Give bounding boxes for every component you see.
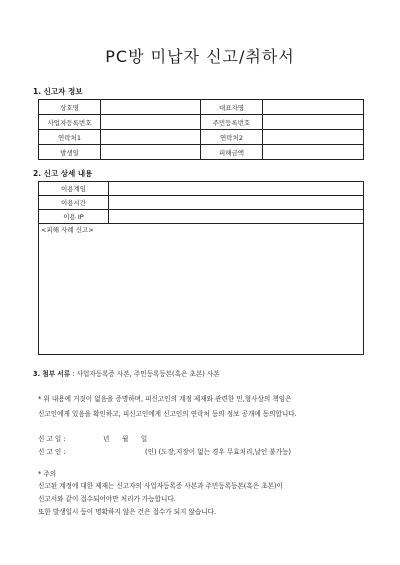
sign-date-value[interactable]: 년 월 일 xyxy=(103,435,148,443)
table-row xyxy=(39,145,364,160)
table-row xyxy=(39,196,364,210)
label-game: 이용계임 xyxy=(39,182,109,196)
table-row xyxy=(39,130,364,145)
field-usage-ip[interactable] xyxy=(109,210,364,224)
table-row xyxy=(39,100,364,115)
section3-line xyxy=(33,368,220,378)
table-row xyxy=(39,182,364,196)
damage-case-box[interactable]: <피해 사례 신고> xyxy=(39,224,364,355)
label-business-reg-no: 사업자등록번호 xyxy=(39,115,101,130)
label-damage-amount: 피해금액 xyxy=(201,145,263,160)
field-representative[interactable] xyxy=(263,100,364,115)
field-resident-reg-no[interactable] xyxy=(263,115,364,130)
notes-line-1: 신고된 계정에 대한 제재는 신고자의 사업자등록증 사본과 주민등록등본(혹은 초본)이 xyxy=(38,482,283,490)
field-contact2[interactable] xyxy=(263,130,364,145)
section1-heading: 1. 신고자 정보 xyxy=(33,87,83,96)
sign-date-label: 신 고 일 : xyxy=(38,435,66,443)
notes-line-3: 또한 발생일시 등이 명확하지 않은 건은 접수가 되지 않습니다. xyxy=(38,508,217,516)
label-resident-reg-no: 주민등록번호 xyxy=(201,115,263,130)
sign-name-value[interactable]: (인) (도장,지장이 없는 경우 무효처리,날인 불가능) xyxy=(145,448,291,456)
field-occurrence-date[interactable] xyxy=(101,145,201,160)
label-usage-time: 이용시간 xyxy=(39,196,109,210)
notes-line-2: 신고서와 같이 접수되어야만 처리가 가능합니다. xyxy=(38,495,176,503)
field-game[interactable] xyxy=(109,182,364,196)
sign-name-label: 신 고 인 : xyxy=(38,448,66,456)
report-detail-table xyxy=(38,181,364,355)
label-occurrence-date: 발생일 xyxy=(39,145,101,160)
label-contact2: 연락처2 xyxy=(201,130,263,145)
confirm-line-2: 신고인에게 있음을 확인하고, 피신고인에게 신고인의 연락처 등의 정보 공개에 동의합니다. xyxy=(38,410,297,418)
label-business-name: 상호명 xyxy=(39,100,101,115)
page-title: PC방 미납자 신고/취하서 xyxy=(105,47,295,66)
section2-heading: 2. 신고 상세 내용 xyxy=(33,169,93,178)
table-row xyxy=(39,210,364,224)
notes-heading: * 주의 xyxy=(38,470,57,478)
section3-heading: 3. 첨부 서류 xyxy=(33,370,71,378)
table-row xyxy=(39,224,364,355)
confirm-line-1: * 위 내용에 거짓이 없음을 증명하며, 피신고인의 계정 제재와 관련한 민,형사상의 책임은 xyxy=(38,395,292,403)
section3-text: : 사업자등록증 사본, 주민등록등본(혹은 초본) 사본 xyxy=(70,370,220,378)
reporter-info-table xyxy=(38,99,364,160)
field-contact1[interactable] xyxy=(101,130,201,145)
table-row xyxy=(39,115,364,130)
label-contact1: 연락처1 xyxy=(39,130,101,145)
label-representative: 대표자명 xyxy=(201,100,263,115)
label-usage-ip: 이용 IP xyxy=(39,210,109,224)
field-usage-time[interactable] xyxy=(109,196,364,210)
field-damage-amount[interactable] xyxy=(263,145,364,160)
field-business-reg-no[interactable] xyxy=(101,115,201,130)
field-business-name[interactable] xyxy=(101,100,201,115)
